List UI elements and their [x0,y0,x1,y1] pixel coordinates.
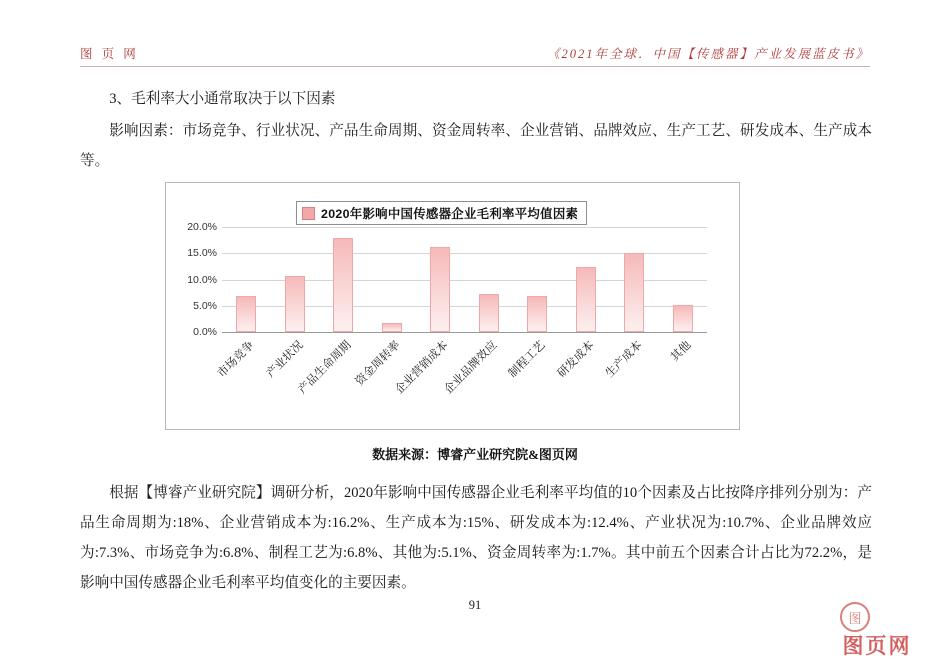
x-tick-label: 资金周转率 [353,339,403,389]
watermark-logo-icon: 图 [840,602,870,632]
bar-slot [271,227,320,332]
x-tick-label: 产业状况 [264,339,306,381]
chart-bar [236,296,256,332]
page-number: 91 [468,598,482,612]
x-tick-label: 产品生命周期 [296,339,354,397]
y-tick-label: 5.0% [193,299,217,312]
x-label-slot [555,333,611,413]
legend-label: 2020年影响中国传感器企业毛利率平均值因素 [321,207,579,221]
x-tick-label: 生产成本 [603,339,645,381]
x-label-slot [603,333,659,413]
y-tick-label: 20.0% [187,221,217,233]
header-site-name: 图 页 网 [80,47,139,61]
chart-bar [333,238,353,333]
legend-swatch-icon [302,207,315,220]
header-book-title: 《2021年全球．中国【传感器】产业发展蓝皮书》 [546,47,870,61]
x-label-slot [215,333,271,413]
paragraph-analysis: 根据【博睿产业研究院】调研分析，2020年影响中国传感器企业毛利率平均值的10个因素及占比按降序排列分别为：产品生命周期为:18%、企业营销成本为:16.2%、生产成本为:15%、研发成本为:12.4%、产业状况为:10.7%、企业品牌效应为:7.3%、市场竞争为:6.8%、制程工艺为:6.8%、其他为:5.1%、资金周转率为:1.7%。其中前五个因素合计占比为72.2%，是影响中国传感器企业毛利率平均值变化的主要因素。 [80,485,872,591]
chart-bar [624,253,644,332]
x-tick-label: 市场竞争 [215,339,257,381]
bar-slot [610,227,659,332]
bar-slot [465,227,514,332]
x-label-slot [659,333,708,413]
x-tick-label: 企业品牌效应 [442,339,500,397]
paragraph-factors: 影响因素：市场竞争、行业状况、产品生命周期、资金周转率、企业营销、品牌效应、生产工艺、研发成本、生产成本等。 [80,123,872,169]
chart-bar [479,294,499,332]
chart-bar [576,267,596,332]
bar-slot [368,227,417,332]
watermark-text: 图页网 [842,635,912,658]
chart-container [165,182,740,430]
x-label-slot [442,333,514,413]
y-tick-label: 10.0% [187,273,217,286]
chart-bar [673,305,693,332]
chart-bars [222,227,707,332]
bar-slot [659,227,708,332]
x-label-slot [506,333,562,413]
chart-bar [382,323,402,332]
bar-slot [513,227,562,332]
page-header [80,44,870,67]
chart-legend [296,201,587,225]
watermark [822,602,932,660]
paragraph-heading: 3、毛利率大小通常取决于以下因素 [109,91,336,107]
bar-slot [416,227,465,332]
chart-x-axis-labels [215,333,707,413]
chart-plot-area [187,221,707,338]
chart-bar [285,276,305,332]
chart-bar [527,296,547,332]
x-tick-label: 企业营销成本 [393,339,451,397]
bar-slot [319,227,368,332]
chart-source-note: 数据来源：博睿产业研究院&图页网 [372,447,578,462]
bar-slot [562,227,611,332]
y-tick-label: 0.0% [193,326,217,338]
x-tick-label: 制程工艺 [506,339,548,381]
x-tick-label: 其他 [668,339,694,364]
y-tick-label: 15.0% [187,247,217,260]
chart-bar [430,247,450,332]
bar-slot [222,227,271,332]
x-tick-label: 研发成本 [555,339,597,381]
